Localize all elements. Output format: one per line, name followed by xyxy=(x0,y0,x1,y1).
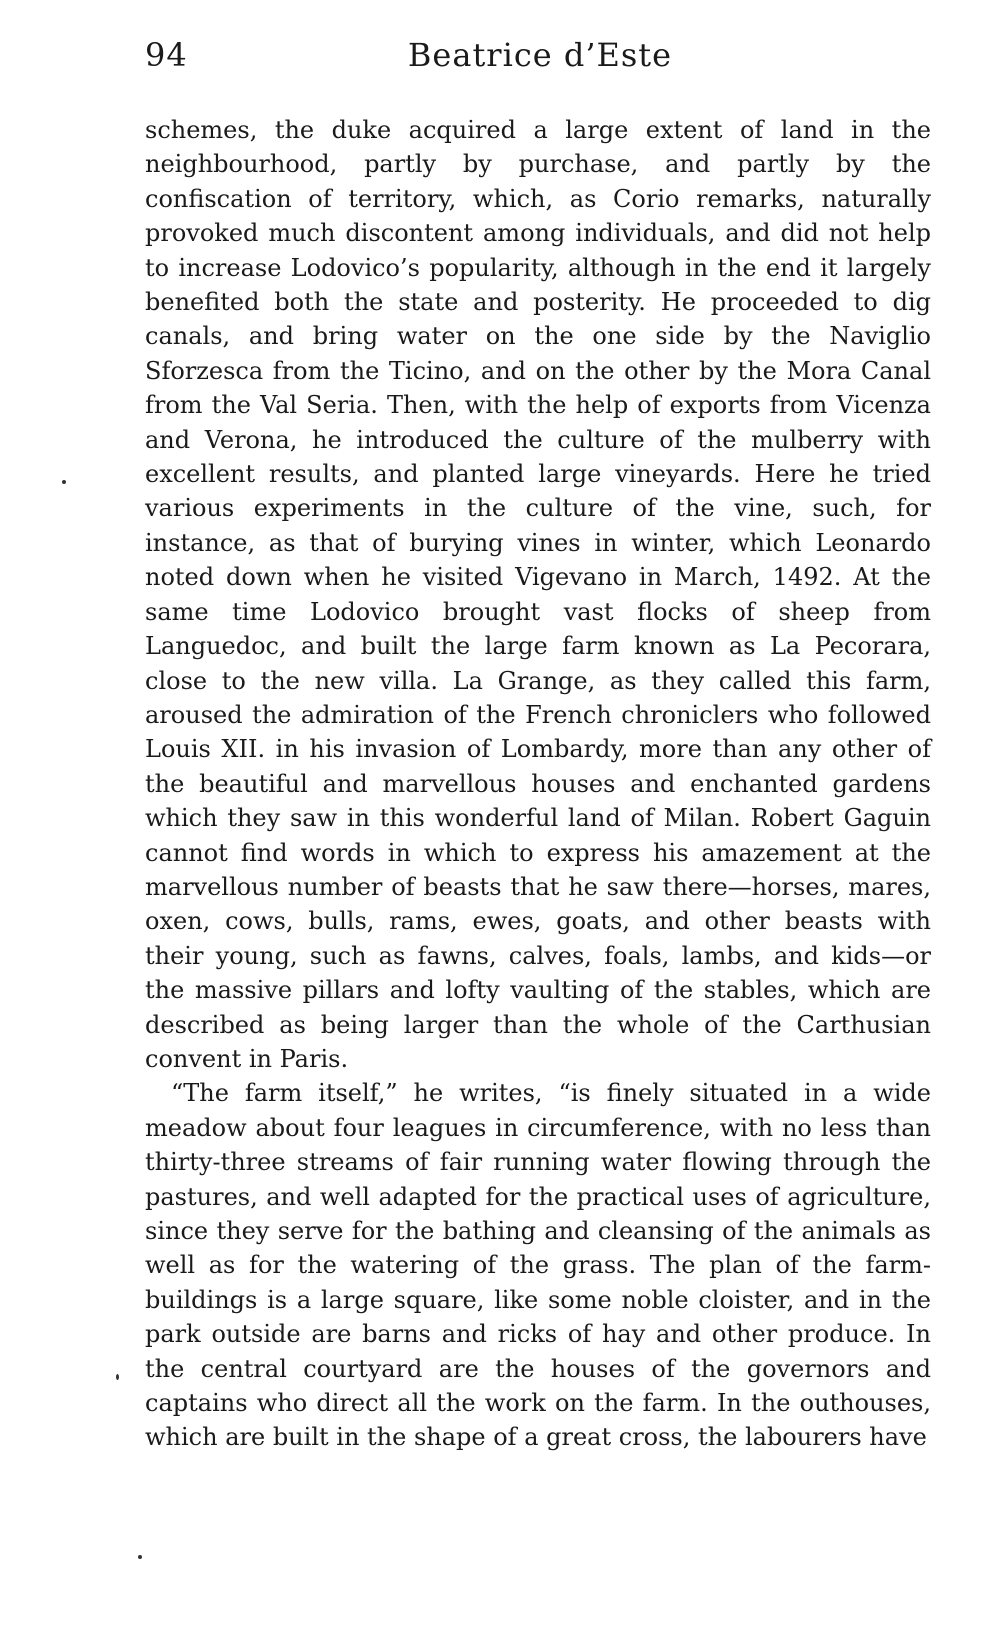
paragraph: schemes, the duke acquired a large extent of land in the neighbourhood, partly by purchase, and partly by the confiscation of territory, which, as Corio remarks, naturally provoked much discontent among individuals, and did not help to increase Lodovico’s popularity, although in the end it largely benefited both the state and posterity. He proceeded to dig canals, and bring water on the one side by the Naviglio Sforzesca from the Ticino, and on the other by the Mora Canal from the Val Seria. Then, with the help of exports from Vicenza and Verona, he introduced the culture of the mulberry with excellent results, and planted large vineyards. Here he tried various experiments in the culture of the vine, such, for instance, as that of burying vines in winter, which Leonardo noted down when he visited Vigevano in March, 1492. At the same time Lodovico brought vast flocks of sheep from Languedoc, and built the large farm known as La Pecorara, close to the new villa. La Grange, as they called this farm, aroused the admiration of the French chroniclers who followed Louis XII. in his invasion of Lombardy, more than any other of the beautiful and marvellous houses and enchanted gardens which they saw in this wonderful land of Milan. Robert Gaguin cannot find words in which to express his amazement at the marvellous number of beasts that he saw there—horses, mares, oxen, cows, bulls, rams, ewes, goats, and other beasts with their young, such as fawns, calves, foals, lambs, and kids—or the massive pillars and lofty vaulting of the stables, which are described as being larger than the whole of the Carthusian convent in Paris. xyxy=(145,116,931,1073)
running-head xyxy=(145,36,935,86)
running-title: Beatrice d’Este xyxy=(407,36,673,74)
stray-mark xyxy=(116,1374,119,1380)
stray-mark xyxy=(138,1555,142,1559)
paragraph: “The farm itself,” he writes, “is finely situated in a wide meadow about four leagues in circumference, with no less than thirty-three streams of fair running water flowing through the pastures, and well adapted for the practical uses of agriculture, since they serve for the bathing and cleansing of the animals as well as for the watering of the grass. The plan of the farm-buildings is a large square, like some noble cloister, and in the park outside are barns and ricks of hay and other produce. In the central courtyard are the houses of the governors and captains who direct all the work on the farm. In the outhouses, which are built in the shape of a great cross, the labourers have xyxy=(145,1079,931,1452)
stray-mark xyxy=(62,480,66,484)
body-text xyxy=(145,113,931,1455)
page-number: 94 xyxy=(145,36,188,74)
